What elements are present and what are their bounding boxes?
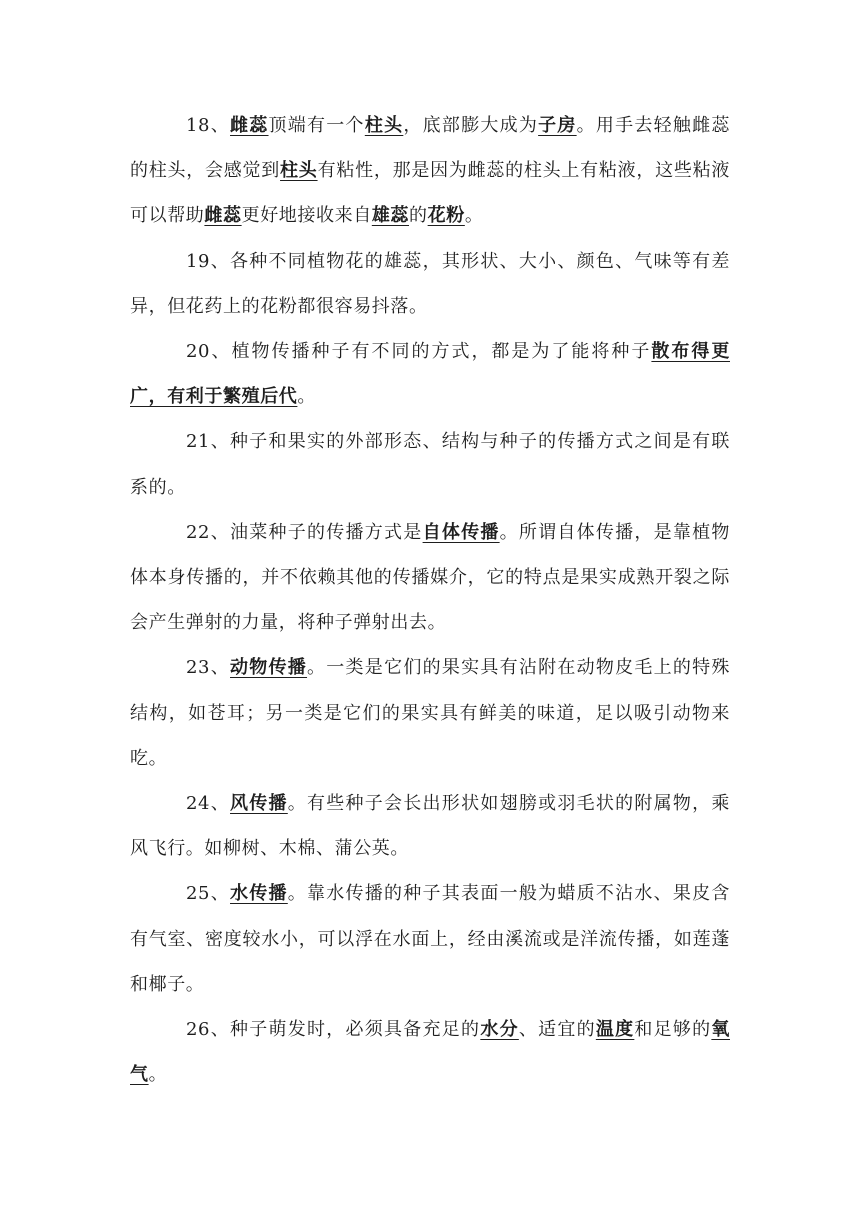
paragraph-20 [130, 329, 730, 419]
key-term: 花粉 [427, 205, 465, 227]
text-segment: 26、种子萌发时，必须具备充足的 [186, 1019, 481, 1041]
key-term: 柱头 [364, 115, 404, 136]
paragraph-22 [130, 510, 730, 646]
text-segment: 有粘性，那是因为雌蕊的柱头上有粘液，这些粘液可以帮助 [130, 160, 730, 227]
paragraph-24 [130, 781, 730, 871]
key-term: 柱头 [280, 160, 318, 182]
text-segment: 和足够的 [634, 1019, 712, 1041]
text-segment: 25、 [186, 883, 231, 905]
text-segment: 23、 [186, 657, 231, 679]
key-term: 雄蕊 [371, 205, 410, 227]
text-segment: 。所谓自体传播，是靠植物体本身传播的，并不依赖其他的传播媒介，它的特点是果实成熟开裂之际会产生弹射的力量，将种子弹射出去。 [130, 521, 731, 634]
text-segment: 、适宜的 [518, 1019, 596, 1041]
key-term: 温度 [595, 1019, 635, 1041]
text-segment: 。用手去轻触雌蕊的柱头，会感觉到 [130, 115, 731, 182]
key-term: 雌蕊 [204, 205, 242, 227]
text-segment: 24、 [186, 793, 231, 815]
key-term: 风传播 [230, 793, 288, 815]
text-segment: 。靠水传播的种子其表面一般为蜡质不沾水、果皮含有气室、密度较水小，可以浮在水面上，经由溪流或是洋流传播，如莲蓬和椰子。 [130, 883, 730, 995]
key-term: 氧气 [130, 1019, 730, 1086]
text-segment: 。 [297, 386, 317, 408]
text-segment: 21、种子和果实的外部形态、结构与种子的传播方式之间是有联系的。 [130, 431, 730, 498]
text-segment: 。 [148, 1064, 168, 1086]
text-segment: 18、 [186, 115, 231, 136]
paragraph-19 [130, 239, 730, 329]
key-term: 散布得更广，有利于繁殖后代 [130, 341, 730, 408]
key-term: 水分 [480, 1019, 519, 1041]
paragraph-25 [130, 871, 730, 1007]
text-segment: 的 [409, 205, 428, 227]
document-body [130, 103, 730, 1097]
text-segment: ，底部膨大成为 [403, 115, 539, 136]
text-segment: 19、各种不同植物花的雄蕊，其形状、大小、颜色、气味等有差异，但花药上的花粉都很容易抖落。 [130, 250, 730, 317]
key-term: 动物传播 [230, 657, 308, 679]
text-segment: 。有些种子会长出形状如翅膀或羽毛状的附属物，乘风飞行。如柳树、木棉、蒲公英。 [130, 793, 730, 860]
text-segment: 20、植物传播种子有不同的方式，都是为了能将种子 [186, 341, 652, 363]
key-term: 水传播 [230, 883, 288, 905]
text-segment: 。一类是它们的果实具有沾附在动物皮毛上的特殊结构，如苍耳；另一类是它们的果实具有鲜美的味道，足以吸引动物来吃。 [130, 657, 730, 769]
key-term: 子房 [538, 115, 577, 136]
paragraph-23 [130, 645, 730, 781]
key-term: 雌蕊 [230, 115, 269, 136]
text-segment: 更好地接收来自 [241, 205, 372, 227]
text-segment: 22、油菜种子的传播方式是 [186, 521, 423, 543]
paragraph-21 [130, 419, 730, 509]
paragraph-18 [130, 103, 730, 239]
text-segment: 。 [464, 205, 484, 227]
paragraph-26 [130, 1007, 730, 1097]
text-segment: 顶端有一个 [268, 115, 365, 136]
key-term: 自体传播 [422, 521, 500, 543]
